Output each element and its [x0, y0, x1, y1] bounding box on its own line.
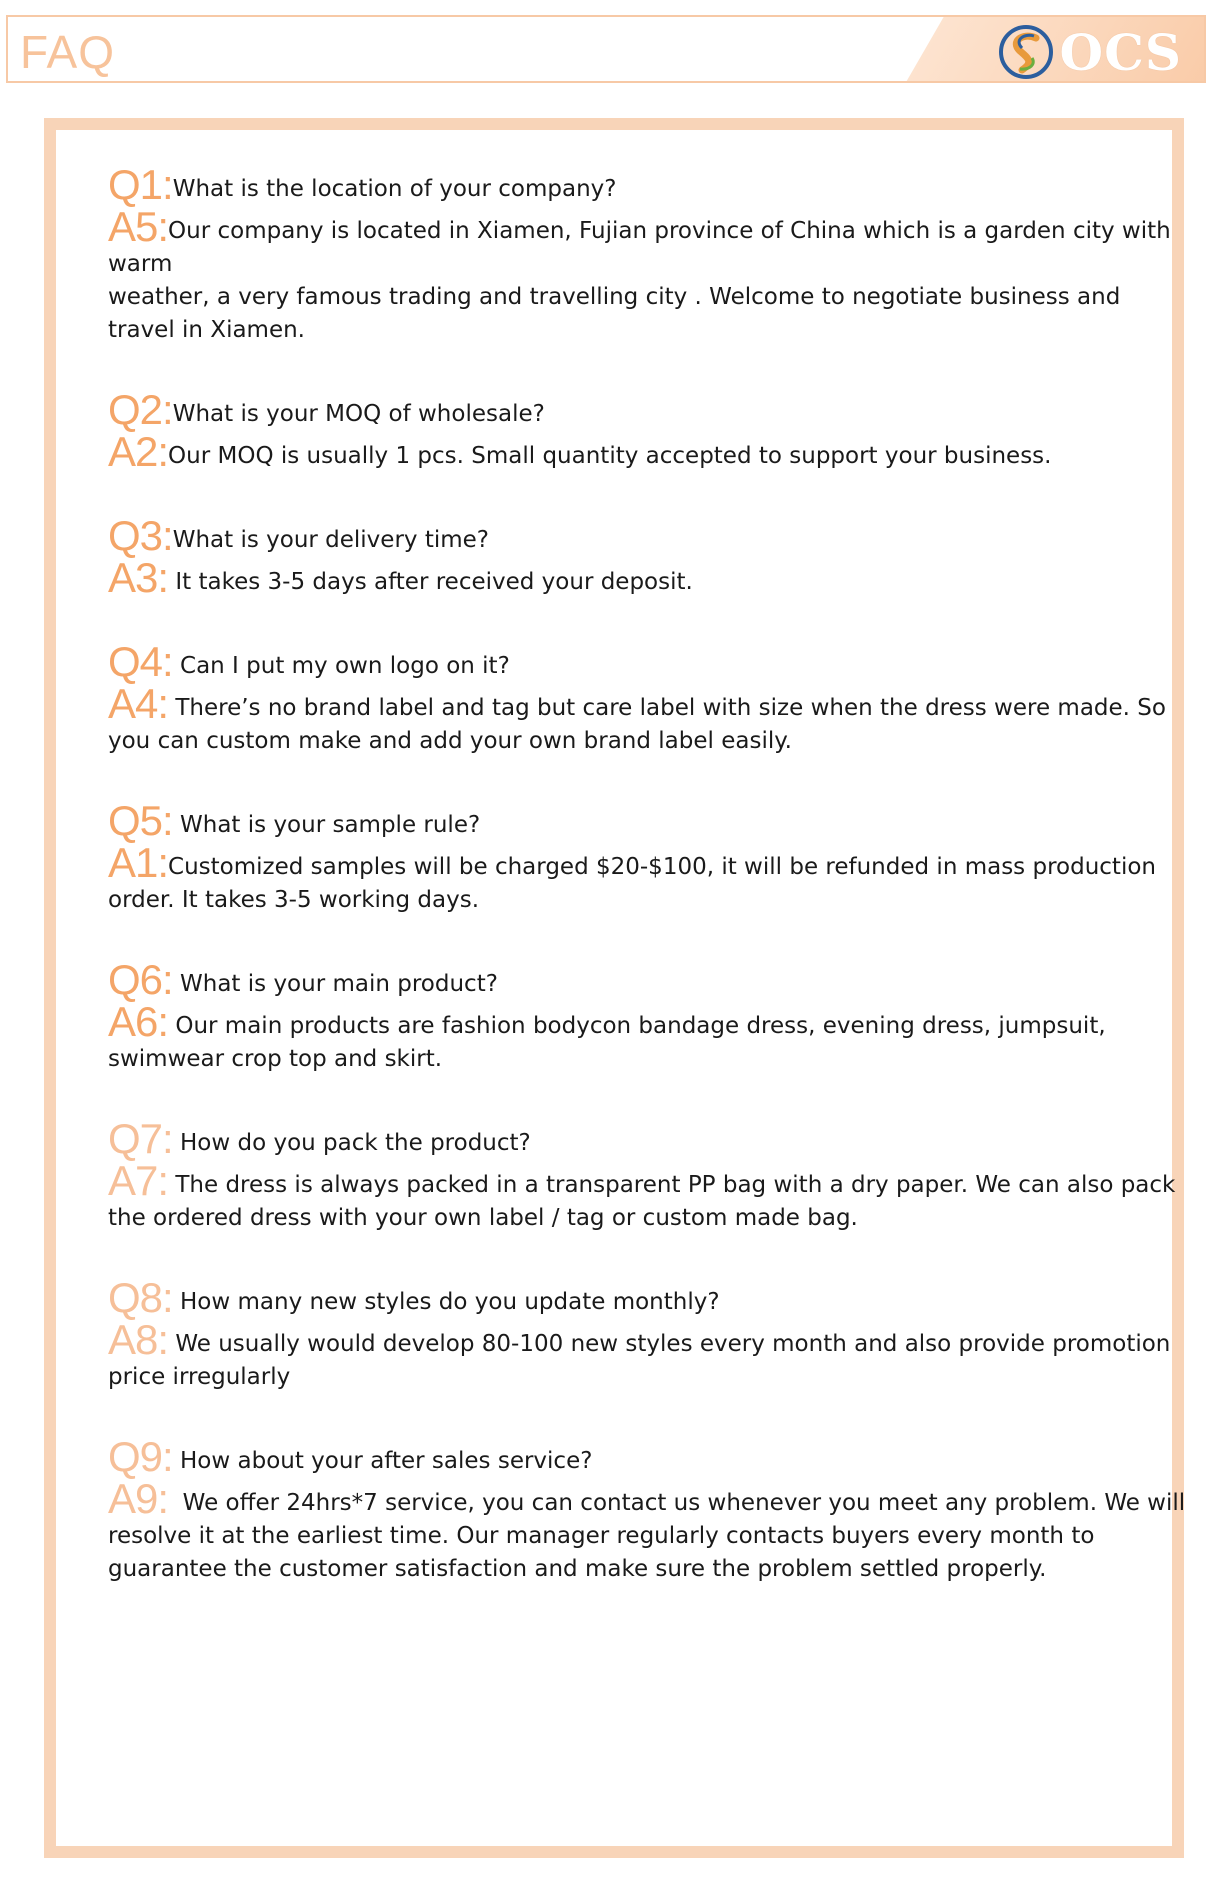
- answer-text: There’s no brand label and tag but care label with size when the dress were made. So you can custom make and add your own brand label easily.: [108, 695, 1174, 754]
- answer-row: [108, 428, 1188, 475]
- answer-text-continued: weather, a very famous trading and travelling city . Welcome to negotiate business and travel in Xiamen.: [108, 284, 1121, 343]
- answer-row: [108, 554, 1188, 601]
- answer-label: A2:: [108, 428, 169, 475]
- faq-item-1: [108, 161, 1188, 347]
- question-label: Q1:: [108, 161, 173, 208]
- faq-item-6: [108, 956, 1188, 1076]
- answer-row: [108, 1475, 1193, 1586]
- answer-label: A6:: [108, 998, 169, 1045]
- answer-row: [108, 839, 1188, 917]
- question-text: What is your sample rule?: [172, 812, 481, 838]
- faq-frame: [44, 118, 1193, 1858]
- answer-row: [108, 203, 1188, 281]
- page-title: FAQ: [20, 26, 116, 78]
- faq-list: [108, 161, 1193, 1632]
- logo-text: OCS: [1059, 22, 1182, 82]
- answer-text: It takes 3-5 days after received your deposit.: [168, 569, 693, 595]
- question-row: [108, 797, 1188, 844]
- faq-item-3: [108, 512, 1188, 601]
- answer-row: [108, 680, 1188, 758]
- answer-row: [108, 1316, 1188, 1394]
- faq-item-9: [108, 1433, 1193, 1586]
- question-row: [108, 1274, 1188, 1321]
- question-label: Q6:: [108, 956, 173, 1003]
- answer-label: A3:: [108, 554, 169, 601]
- question-text: What is the location of your company?: [172, 176, 617, 202]
- answer-label: A4:: [108, 680, 169, 727]
- answer-label: A1:: [108, 839, 169, 886]
- faq-header: [6, 15, 1206, 83]
- question-text: What is your MOQ of wholesale?: [172, 401, 545, 427]
- question-label: Q4:: [108, 638, 173, 685]
- question-label: Q9:: [108, 1433, 173, 1480]
- faq-item-8: [108, 1274, 1188, 1394]
- question-text: What is your main product?: [172, 971, 498, 997]
- question-row: [108, 1115, 1188, 1162]
- ocs-logo-icon: [998, 24, 1054, 80]
- answer-label: A8:: [108, 1316, 169, 1363]
- question-label: Q3:: [108, 512, 173, 559]
- answer-label: A9:: [108, 1475, 169, 1522]
- question-text: What is your delivery time?: [172, 527, 489, 553]
- brand-logo: [998, 23, 1182, 81]
- question-row: [108, 512, 1188, 559]
- question-row: [108, 161, 1188, 208]
- answer-text: We offer 24hrs*7 service, you can contact us whenever you meet any problem. We will resolve it at the earliest time. Our manager regularly contacts buyers every month to guarantee the customer satisfaction and make sure the problem settled properly.: [108, 1490, 1193, 1582]
- question-text: Can I put my own logo on it?: [172, 653, 510, 679]
- question-text: How do you pack the product?: [172, 1130, 531, 1156]
- question-row: [108, 956, 1188, 1003]
- faq-item-2: [108, 386, 1188, 475]
- answer-row: [108, 998, 1188, 1076]
- answer-text: Customized samples will be charged $20-$100, it will be refunded in mass production order. It takes 3-5 working days.: [108, 854, 1164, 913]
- question-row: [108, 1433, 1188, 1480]
- question-row: [108, 638, 1188, 685]
- question-label: Q7:: [108, 1115, 173, 1162]
- question-label: Q2:: [108, 386, 173, 433]
- answer-row: [108, 1157, 1188, 1235]
- question-row: [108, 386, 1188, 433]
- faq-item-4: [108, 638, 1188, 758]
- answer-text: Our main products are fashion bodycon bandage dress, evening dress, jumpsuit, swimwear crop top and skirt.: [108, 1013, 1113, 1072]
- answer-text: Our company is located in Xiamen, Fujian province of China which is a garden city with warm: [108, 218, 1179, 277]
- question-label: Q8:: [108, 1274, 173, 1321]
- faq-item-7: [108, 1115, 1188, 1235]
- answer-text: Our MOQ is usually 1 pcs. Small quantity accepted to support your business.: [168, 443, 1052, 469]
- answer-label: A5:: [108, 203, 169, 250]
- answer-label: A7:: [108, 1157, 169, 1204]
- faq-item-5: [108, 797, 1188, 917]
- question-text: How many new styles do you update monthly?: [172, 1289, 720, 1315]
- question-label: Q5:: [108, 797, 173, 844]
- answer-text: We usually would develop 80-100 new styles every month and also provide promotion price irregularly: [108, 1331, 1178, 1390]
- question-text: How about your after sales service?: [172, 1448, 593, 1474]
- answer-text: The dress is always packed in a transparent PP bag with a dry paper. We can also pack the ordered dress with your own label / tag or custom made bag.: [108, 1172, 1183, 1231]
